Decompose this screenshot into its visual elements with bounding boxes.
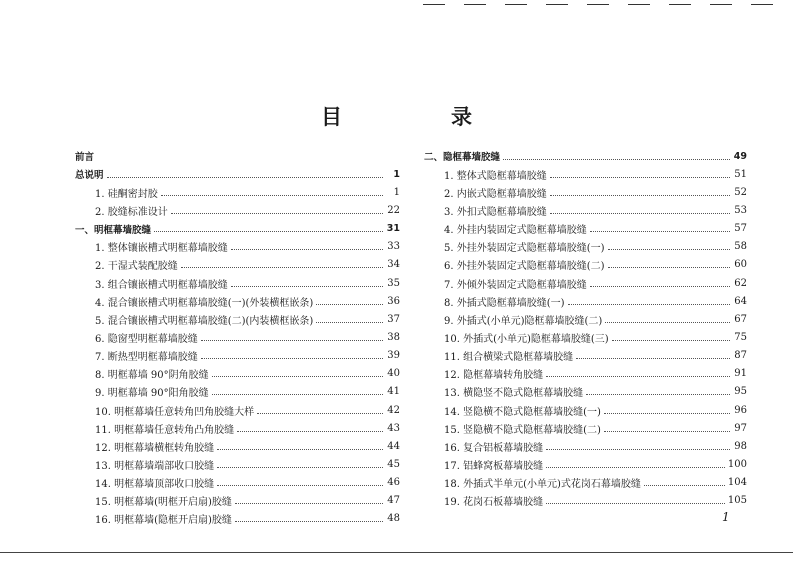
- dot-leader: [181, 267, 383, 268]
- toc-entry-title: 6. 隐窗型明框幕墙胶缝: [95, 333, 198, 345]
- toc-entry-page: 60: [734, 259, 747, 271]
- toc-entry-title: 总说明: [75, 170, 104, 182]
- toc-entry[interactable]: [75, 365, 400, 383]
- toc-entry[interactable]: [424, 310, 747, 328]
- page-number: 1: [722, 510, 730, 524]
- dot-leader: [550, 195, 730, 196]
- dot-leader: [212, 376, 383, 377]
- toc-entry-title: 9. 外插式(小单元)隐框幕墙胶缝(二): [444, 315, 603, 327]
- dot-leader: [212, 394, 383, 395]
- toc-entry-page: 48: [387, 513, 400, 525]
- dot-leader: [550, 213, 730, 214]
- toc-entry[interactable]: [424, 492, 747, 510]
- toc-entry[interactable]: [75, 419, 400, 437]
- toc-entry-title: 13. 横隐竖不隐式隐框幕墙胶缝: [444, 388, 584, 400]
- toc-entry[interactable]: [424, 365, 747, 383]
- toc-entry-page: 91: [734, 368, 747, 380]
- toc-entry-title: 10. 外插式(小单元)隐框幕墙胶缝(三): [444, 333, 609, 345]
- toc-entry-title: 16. 明框幕墙(隐框开启扇)胶缝: [95, 515, 232, 527]
- dot-leader: [171, 213, 383, 214]
- toc-entry-title: 前言: [75, 152, 95, 164]
- toc-entry[interactable]: [424, 401, 747, 419]
- dot-leader: [546, 467, 725, 468]
- dot-leader: [644, 485, 725, 486]
- toc-entry-page: 45: [387, 458, 400, 470]
- toc-entry[interactable]: [75, 201, 400, 219]
- dot-leader: [576, 358, 730, 359]
- toc-entry-title: 2. 内嵌式隐框幕墙胶缝: [444, 188, 547, 200]
- dot-leader: [590, 286, 730, 287]
- toc-entry-page: 1: [393, 186, 400, 198]
- toc-entry-page: 67: [734, 313, 747, 325]
- dot-leader: [154, 231, 383, 232]
- toc-entry[interactable]: [75, 492, 400, 510]
- toc-entry-page: 52: [734, 186, 747, 198]
- dot-leader: [546, 376, 730, 377]
- toc-entry[interactable]: [75, 147, 400, 165]
- toc-entry-page: 47: [387, 495, 400, 507]
- toc-entry[interactable]: [424, 292, 747, 310]
- dot-leader: [546, 449, 730, 450]
- dot-leader: [604, 431, 730, 432]
- toc-entry[interactable]: [424, 328, 747, 346]
- toc-entry-title: 9. 明框幕墙 90°阳角胶缝: [95, 388, 209, 400]
- toc-entry-title: 6. 外挂外装固定式隐框幕墙胶缝(二): [444, 261, 605, 273]
- dot-leader: [217, 449, 383, 450]
- toc-entry[interactable]: [424, 419, 747, 437]
- dot-leader: [237, 431, 383, 432]
- toc-entry[interactable]: [75, 510, 400, 528]
- toc-entry-page: 104: [727, 477, 747, 489]
- toc-entry-page: 38: [387, 331, 400, 343]
- toc-entry-title: 14. 竖隐横不隐式隐框幕墙胶缝(一): [444, 406, 601, 418]
- dot-leader: [201, 358, 383, 359]
- toc-entry-title: 19. 花岗石板幕墙胶缝: [444, 497, 544, 509]
- toc-entry-title: 7. 断热型明框幕墙胶缝: [95, 352, 198, 364]
- toc-entry-title: 一、明框幕墙胶缝: [75, 224, 152, 236]
- toc-left-column: [75, 147, 400, 528]
- toc-entry[interactable]: [424, 256, 747, 274]
- toc-entry[interactable]: [75, 256, 400, 274]
- dot-leader: [316, 322, 383, 323]
- toc-entry[interactable]: [424, 147, 747, 165]
- dot-leader: [316, 304, 383, 305]
- bottom-rule: [0, 552, 793, 553]
- toc-entry-page: 75: [734, 331, 747, 343]
- toc-entry-page: 57: [734, 223, 747, 235]
- dot-leader: [604, 413, 730, 414]
- toc-entry-page: 62: [734, 277, 747, 289]
- toc-entry[interactable]: [424, 220, 747, 238]
- toc-right-column: [424, 147, 747, 510]
- dot-leader: [568, 304, 730, 305]
- toc-entry-title: 5. 外挂外装固定式隐框幕墙胶缝(一): [444, 243, 605, 255]
- dot-leader: [217, 467, 383, 468]
- dot-leader: [201, 340, 383, 341]
- toc-entry-page: 39: [387, 350, 400, 362]
- toc-entry-page: 36: [387, 295, 400, 307]
- page-title: 目 录: [321, 105, 516, 129]
- toc-entry-title: 10. 明框幕墙任意转角凹角胶缝大样: [95, 406, 255, 418]
- toc-entry[interactable]: [424, 238, 747, 256]
- toc-entry-title: 16. 复合铝板幕墙胶缝: [444, 442, 544, 454]
- toc-entry-title: 2. 胶缝标准设计: [95, 206, 168, 218]
- toc-entry-title: 2. 干湿式装配胶缝: [95, 261, 178, 273]
- toc-entry-title: 1. 整体镶嵌槽式明框幕墙胶缝: [95, 243, 228, 255]
- toc-entry-title: 15. 明框幕墙(明框开启扇)胶缝: [95, 497, 232, 509]
- dot-leader: [608, 249, 730, 250]
- toc-entry-title: 14. 明框幕墙顶部收口胶缝: [95, 479, 215, 491]
- toc-entry[interactable]: [75, 220, 400, 238]
- toc-entry-page: 100: [727, 458, 747, 470]
- dot-leader: [608, 267, 730, 268]
- toc-entry-title: 15. 竖隐横不隐式隐框幕墙胶缝(二): [444, 424, 601, 436]
- dot-leader: [612, 340, 730, 341]
- dot-leader: [231, 249, 383, 250]
- dot-leader: [217, 485, 383, 486]
- toc-entry-title: 13. 明框幕墙端部收口胶缝: [95, 460, 215, 472]
- toc-entry-title: 12. 隐框幕墙转角胶缝: [444, 370, 544, 382]
- toc-entry[interactable]: [424, 165, 747, 183]
- dot-leader: [546, 503, 725, 504]
- toc-entry[interactable]: [75, 165, 400, 183]
- toc-entry-title: 18. 外插式半单元(小单元)式花岗石幕墙胶缝: [444, 479, 641, 491]
- dot-leader: [107, 177, 383, 178]
- toc-entry-page: 33: [387, 241, 400, 253]
- toc-entry[interactable]: [75, 437, 400, 455]
- toc-entry[interactable]: [424, 383, 747, 401]
- toc-entry[interactable]: [75, 455, 400, 473]
- toc-entry-page: 64: [734, 295, 747, 307]
- toc-entry[interactable]: [424, 474, 747, 492]
- toc-entry-page: 43: [387, 422, 400, 434]
- dot-leader: [605, 322, 730, 323]
- dot-leader: [586, 394, 730, 395]
- toc-entry-title: 3. 外扣式隐框幕墙胶缝: [444, 206, 547, 218]
- toc-entry-page: 46: [387, 477, 400, 489]
- toc-entry-page: 58: [734, 241, 747, 253]
- toc-entry-page: 42: [387, 404, 400, 416]
- toc-entry-page: 96: [734, 404, 747, 416]
- toc-entry-page: 105: [727, 495, 747, 507]
- toc-entry-title: 4. 外挂内装固定式隐框幕墙胶缝: [444, 225, 587, 237]
- toc-entry-title: 二、隐框幕墙胶缝: [424, 152, 501, 164]
- toc-entry[interactable]: [75, 310, 400, 328]
- top-rules: [0, 0, 793, 12]
- toc-entry-title: 7. 外倾外装固定式隐框幕墙胶缝: [444, 279, 587, 291]
- toc-entry-title: 4. 混合镶嵌槽式明框幕墙胶缝(一)(外装横框嵌条): [95, 297, 314, 309]
- dot-leader: [231, 286, 383, 287]
- toc-entry[interactable]: [75, 328, 400, 346]
- toc-entry-title: 5. 混合镶嵌槽式明框幕墙胶缝(二)(内装横框嵌条): [95, 315, 314, 327]
- toc-entry-title: 12. 明框幕墙横框转角胶缝: [95, 442, 215, 454]
- toc-entry-title: 3. 组合镶嵌槽式明框幕墙胶缝: [95, 279, 228, 291]
- toc-entry-title: 11. 明框幕墙任意转角凸角胶缝: [95, 424, 235, 436]
- toc-entry[interactable]: [75, 347, 400, 365]
- toc-entry-page: 34: [387, 259, 400, 271]
- dot-leader: [550, 177, 730, 178]
- toc-entry-page: 49: [733, 150, 747, 162]
- toc-entry-page: 97: [734, 422, 747, 434]
- toc-entry[interactable]: [75, 238, 400, 256]
- toc-entry[interactable]: [75, 383, 400, 401]
- toc-entry-page: 40: [387, 368, 400, 380]
- toc-entry-page: 87: [734, 350, 747, 362]
- toc-entry[interactable]: [75, 183, 400, 201]
- toc-entry-title: 8. 外插式隐框幕墙胶缝(一): [444, 297, 565, 309]
- toc-entry-page: 53: [734, 204, 747, 216]
- toc-entry[interactable]: [424, 183, 747, 201]
- toc-entry[interactable]: [424, 201, 747, 219]
- toc-entry-page: 41: [387, 386, 400, 398]
- dot-leader: [235, 503, 383, 504]
- toc-entry-page: 31: [386, 223, 400, 235]
- dot-leader: [257, 413, 383, 414]
- toc-entry[interactable]: [75, 401, 400, 419]
- toc-entry-title: 17. 铝蜂窝板幕墙胶缝: [444, 460, 544, 472]
- toc-entry-page: 51: [734, 168, 747, 180]
- toc-entry[interactable]: [75, 274, 400, 292]
- toc-entry-page: 22: [387, 204, 400, 216]
- toc-entry[interactable]: [75, 474, 400, 492]
- toc-entry-page: 44: [387, 440, 400, 452]
- toc-entry-page: 98: [734, 440, 747, 452]
- toc-entry[interactable]: [424, 437, 747, 455]
- toc-entry-title: 8. 明框幕墙 90°阴角胶缝: [95, 370, 209, 382]
- toc-entry-title: 1. 硅酮密封胶: [95, 188, 158, 200]
- toc-entry-title: 11. 组合横梁式隐框幕墙胶缝: [444, 352, 574, 364]
- toc-entry-title: 1. 整体式隐框幕墙胶缝: [444, 170, 547, 182]
- toc-entry[interactable]: [424, 455, 747, 473]
- toc-entry-page: 1: [393, 168, 400, 180]
- toc-entry-page: 95: [734, 386, 747, 398]
- toc-entry[interactable]: [424, 347, 747, 365]
- dot-leader: [235, 521, 383, 522]
- toc-entry-page: 37: [387, 313, 400, 325]
- toc-entry[interactable]: [75, 292, 400, 310]
- toc-entry[interactable]: [424, 274, 747, 292]
- dot-leader: [590, 231, 730, 232]
- dot-leader: [161, 195, 383, 196]
- toc-entry-page: 35: [387, 277, 400, 289]
- dot-leader: [503, 159, 730, 160]
